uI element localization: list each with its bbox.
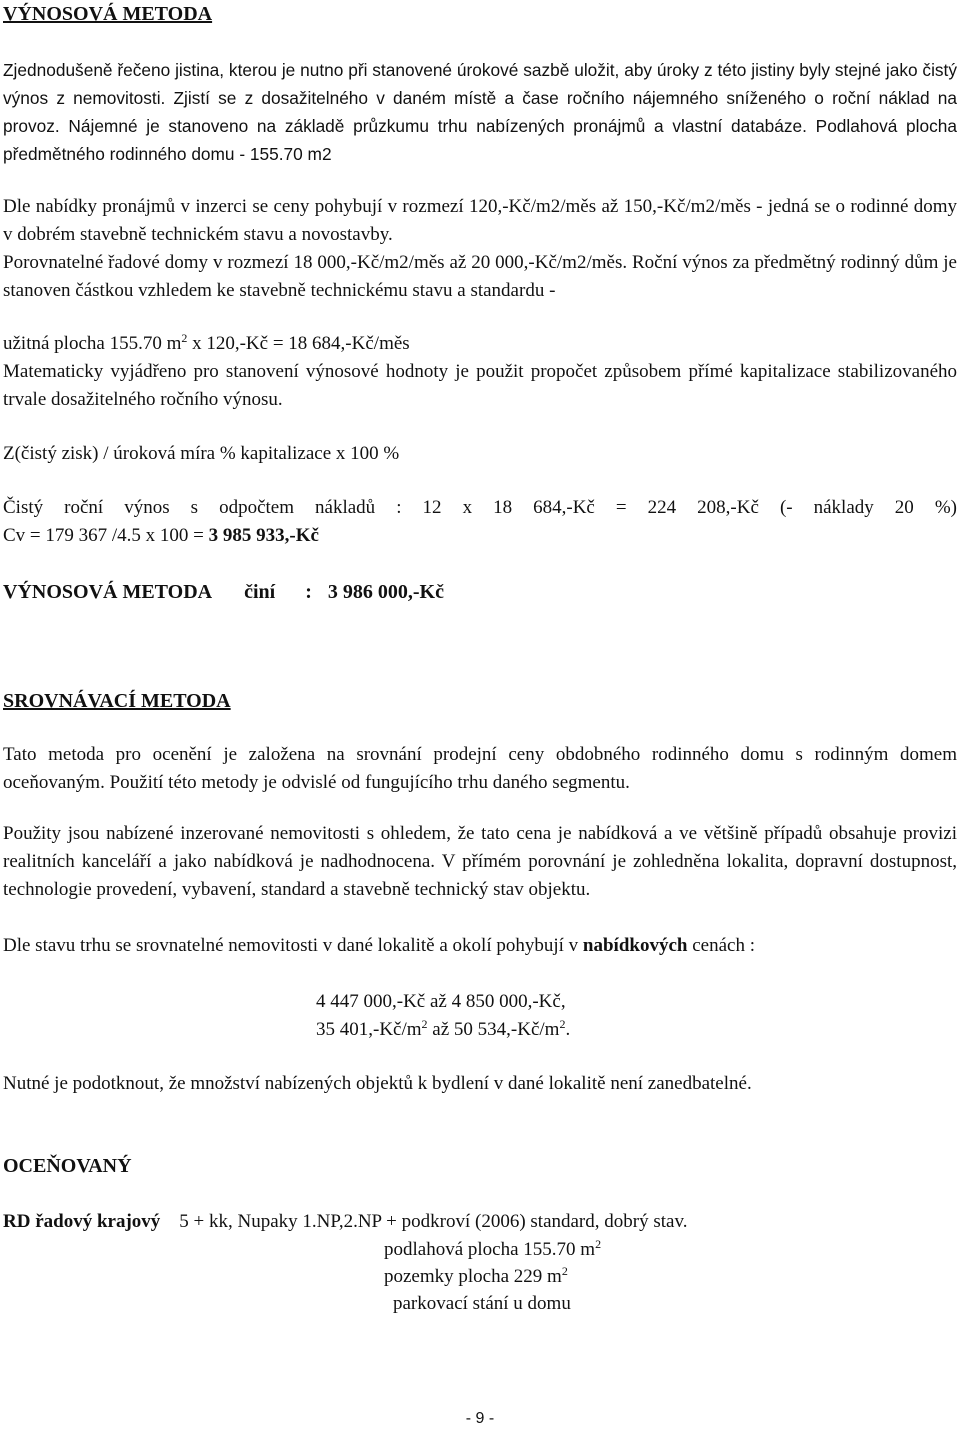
cv-result: 3 985 933,-Kč	[208, 525, 319, 546]
section-title-comparison: SROVNÁVACÍ METODA	[3, 690, 231, 712]
intro-p1: Zjednodušeně řečeno jistina, kterou je nutno při stanovené úrokové sazbě uložit, aby úroky z této jistiny byly stejné jako čistý výnos z nemovitosti. Zjistí se z dosažitelného v daném místě a čase ročního nájemného sníženého o roční náklad na provoz.	[3, 60, 957, 136]
rent-calculation: užitná plocha 155.70 $m^2$ x 120,-Kč = 18 684,-Kč/měs	[3, 331, 410, 354]
comparable-paragraph: Porovnatelné řadové domy v rozmezí 18 000,-Kč/m2/měs až 20 000,-Kč/m2/měs. Roční výnos za předmětný rodinný dům je stanoven částkou vzhledem ke stavebně technickému stavu a standardu -	[3, 252, 957, 301]
comparison-p3: Dle stavu trhu se srovnatelné nemovitosti v dané lokalitě a okolí pohybují v nabídkových cenách :	[3, 935, 755, 956]
comparison-p1: Tato metoda pro ocenění je založena na srovnání prodejní ceny obdobného rodinného domu s rodinným domem oceňovaným. Použití této metody je odvislé od fungujícího trhu daného segmentu.	[3, 744, 957, 793]
floor-area: podlahová plocha 155.70 $m^2$	[384, 1237, 602, 1260]
intro-text	[3, 56, 957, 168]
formula: Z(čistý zisk) / úroková míra % kapitalizace x 100 %	[3, 443, 400, 464]
net-income-line: Čistý roční výnos s odpočtem nákladů : 12 x 18 684,-Kč = 224 208,-Kč (- náklady 20 %)	[3, 497, 957, 518]
market-note: Nutné je podotknout, že množství nabízených objektů k bydlení v dané lokalitě není zanedbatelné.	[3, 1073, 752, 1094]
page-number: - 9 -	[465, 1410, 495, 1427]
offer-paragraph: Dle nabídky pronájmů v inzerci se ceny pohybují v rozmezí 120,-Kč/m2/měs až 150,-Kč/m2/měs - jedná se o rodinné domy v dobrém stavebně technickém stavu a novostavby.	[3, 196, 957, 245]
parking: parkovací stání u domu	[393, 1293, 571, 1314]
comparison-p2: Použity jsou nabízené inzerované nemovitosti s ohledem, že tato cena je nabídková a ve většině případů obsahuje provizi realitních kanceláří a jako nabídková je nadhodnocena. V přímém porovnání je zohledněna lokalita, dopravní dostupnost, technologie provedení, vybavení, standard a stavebně technický stav objektu.	[3, 823, 957, 900]
price-range: 4 447 000,-Kč až 4 850 000,-Kč,	[316, 991, 566, 1012]
intro-p2: Nájemné je stanoveno na základě průzkumu trhu nabízených pronájmů a vlastní databáze. Podlahová plocha předmětného rodinného domu - 155.70 m2	[3, 116, 957, 164]
cv-line: Cv = 179 367 /4.5 x 100 = 3 985 933,-Kč	[3, 525, 319, 546]
land-area: pozemky plocha 229 $m^2$	[384, 1264, 568, 1287]
section-title-subject: OCEŇOVANÝ	[3, 1155, 132, 1177]
subject-type: RD řadový krajový 5 + kk, Nupaky 1.NP,2.NP + podkroví (2006) standard, dobrý stav.	[3, 1211, 688, 1232]
unit-price-range: 35 $401,-Kč/m^2$ až 50 $534,-Kč/m^2$.	[316, 1017, 571, 1040]
capitalization-paragraph: Matematicky vyjádřeno pro stanovení výnosové hodnoty je použit propočet způsobem přímé kapitalizace stabilizovaného trvale dosažitelného ročního výnosu.	[3, 361, 957, 410]
section-title-income: VÝNOSOVÁ METODA	[3, 3, 213, 25]
income-result-value: 3 986 000,-Kč	[327, 581, 444, 603]
income-result: VÝNOSOVÁ METODA činí : 3 986 000,-Kč	[3, 581, 444, 603]
